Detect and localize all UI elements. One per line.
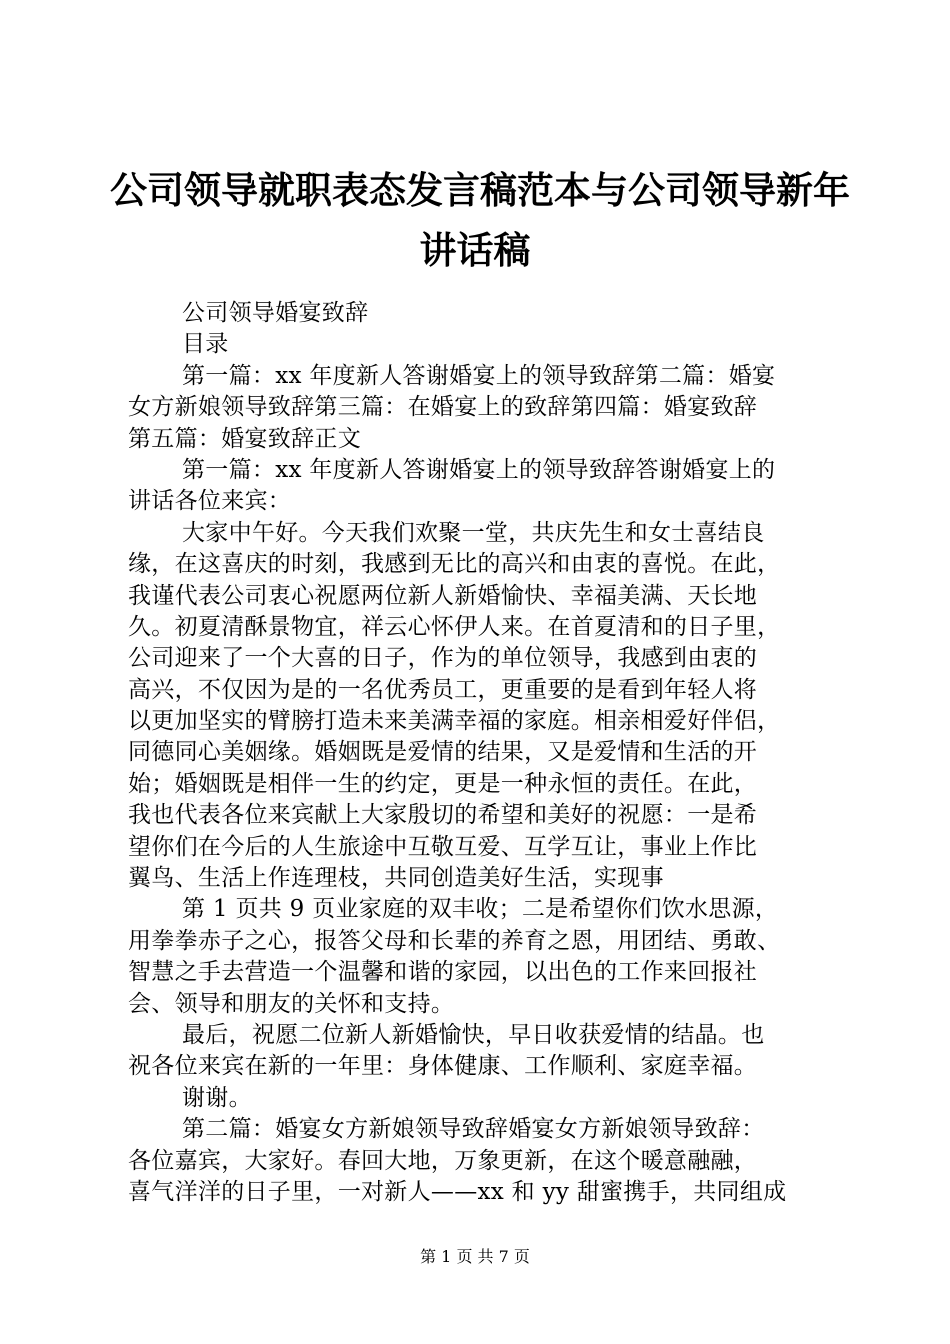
body-text-line: 第二篇：婚宴女方新娘领导致辞婚宴女方新娘领导致辞： — [182, 1116, 765, 1143]
body-text-line: 公司迎来了一个大喜的日子，作为的单位领导，我感到由衷的 — [128, 645, 758, 672]
document-body — [128, 298, 828, 1208]
body-text-line: 第一篇：xx 年度新人答谢婚宴上的领导致辞答谢婚宴上的 — [182, 456, 776, 483]
body-text-line: 缘，在这喜庆的时刻，我感到无比的高兴和由衷的喜悦。在此， — [128, 551, 781, 578]
body-text-line: 目录 — [182, 331, 229, 358]
body-text-line: 谢谢。 — [182, 1084, 252, 1111]
body-text-line: 第五篇：婚宴致辞正文 — [128, 425, 361, 452]
body-text-line: 第一篇：xx 年度新人答谢婚宴上的领导致辞第二篇：婚宴 — [182, 362, 776, 389]
body-text-line: 智慧之手去营造一个温馨和谐的家园，以出色的工作来回报社 — [128, 959, 758, 986]
body-text-line: 公司领导婚宴致辞 — [182, 300, 369, 326]
body-text-line: 我也代表各位来宾献上大家殷切的希望和美好的祝愿：一是希 — [128, 802, 758, 829]
document-title-line-1: 公司领导就职表态发言稿范本与公司领导新年 — [110, 169, 850, 212]
body-text-line: 喜气洋洋的日子里，一对新人——xx 和 yy 甜蜜携手，共同组成 — [128, 1178, 787, 1205]
body-text-line: 大家中午好。今天我们欢聚一堂，共庆先生和女士喜结良 — [182, 519, 765, 546]
document-title-line-2: 讲话稿 — [419, 229, 531, 272]
body-text-line: 高兴，不仅因为是的一名优秀员工，更重要的是看到年轻人将 — [128, 676, 758, 703]
body-text-line: 祝各位来宾在新的一年里：身体健康、工作顺利、家庭幸福。 — [128, 1053, 758, 1080]
body-text-line: 讲话各位来宾： — [128, 488, 292, 515]
body-text-line: 望你们在今后的人生旅途中互敬互爱、互学互让，事业上作比 — [128, 833, 758, 860]
body-text-line: 各位嘉宾，大家好。春回大地，万象更新，在这个暖意融融， — [128, 1147, 758, 1174]
body-text-line: 同德同心美姻缘。婚姻既是爱情的结果，又是爱情和生活的开 — [128, 739, 758, 766]
body-text-line: 我谨代表公司衷心祝愿两位新人新婚愉快、幸福美满、天长地 — [128, 582, 758, 609]
body-text-line: 女方新娘领导致辞第三篇：在婚宴上的致辞第四篇：婚宴致辞 — [128, 394, 758, 421]
body-text-line: 用拳拳赤子之心，报答父母和长辈的养育之恩，用团结、勇敢、 — [128, 927, 781, 954]
body-text-line: 以更加坚实的臂膀打造未来美满幸福的家庭。相亲相爱好伴侣， — [128, 708, 781, 735]
page-footer: 第 1 页 共 7 页 — [420, 1247, 530, 1266]
body-text-line: 久。初夏清酥景物宜，祥云心怀伊人来。在首夏清和的日子里， — [128, 613, 781, 640]
body-text-line: 最后，祝愿二位新人新婚愉快，早日收获爱情的结晶。也 — [182, 1021, 765, 1048]
body-text-line: 会、领导和朋友的关怀和支持。 — [128, 990, 455, 1017]
body-text-line: 始；婚姻既是相伴一生的约定，更是一种永恒的责任。在此， — [128, 770, 758, 797]
body-text-line: 翼鸟、生活上作连理枝，共同创造美好生活，实现事 — [128, 865, 664, 892]
body-text-line: 第 1 页共 9 页业家庭的双丰收；二是希望你们饮水思源， — [182, 896, 779, 923]
